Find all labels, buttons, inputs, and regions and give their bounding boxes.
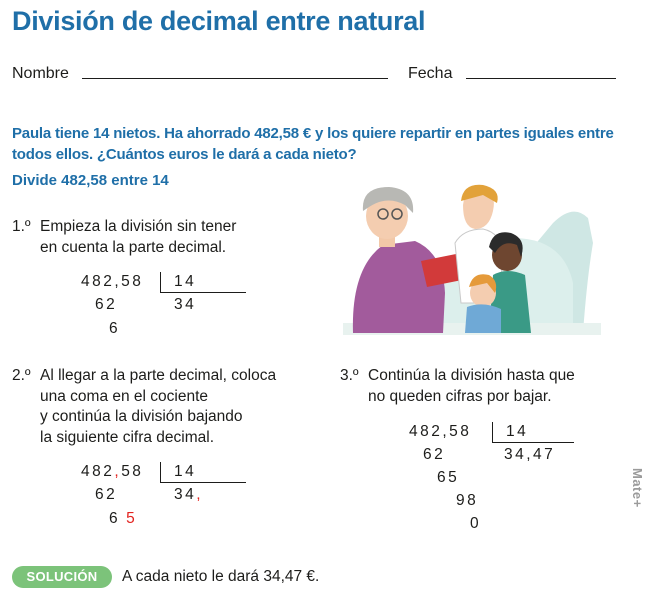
remainder-row: 62 [95, 486, 118, 503]
division-bracket-vertical [492, 422, 493, 442]
instruction: Divide 482,58 entre 14 [12, 172, 169, 189]
problem-statement: Paula tiene 14 nietos. Ha ahorrado 482,58 € y los quiere repartir en partes iguales entre todos ellos. ¿Cuántos euros le dará a cada nieto? [12, 125, 614, 163]
remainder-row: 62 [423, 446, 446, 463]
solution-text: A cada nieto le dará 34,47 €. [122, 568, 320, 585]
dividend: 482,58 [409, 423, 472, 440]
date-field[interactable] [466, 78, 616, 79]
quotient-comma: , [196, 486, 204, 503]
name-label: Nombre [12, 65, 69, 82]
division-bracket-horizontal [160, 482, 246, 483]
step-2 [12, 366, 322, 450]
division-bracket-horizontal [492, 442, 574, 443]
page-title: División de decimal entre natural [12, 6, 426, 36]
step-3-number: 3.º [340, 367, 359, 384]
step-2-line-3: y continúa la división bajando [40, 408, 243, 425]
divisor: 14 [174, 463, 197, 480]
step-2-line-4: la siguiente cifra decimal. [40, 428, 215, 446]
name-field[interactable] [82, 78, 388, 79]
remainder-row [109, 510, 137, 528]
grandmother-body [353, 241, 445, 333]
step-3-line-1: Continúa la división hasta que [368, 367, 575, 384]
step-3-line-2: no queden cifras por bajar. [368, 387, 552, 405]
date-label: Fecha [408, 65, 453, 82]
step-2-line-2: una coma en el cociente [40, 387, 209, 405]
grandmother-illustration [343, 183, 601, 335]
brought-down-digit: 5 [126, 510, 138, 527]
quotient [174, 486, 203, 504]
remainder-row: 6 [109, 320, 121, 337]
quotient: 34,47 [504, 446, 556, 463]
division-step-3 [403, 420, 593, 540]
step-2-line-1: Al llegar a la parte decimal, coloca [40, 367, 277, 384]
step-2-number: 2.º [12, 367, 31, 384]
solution-badge: SOLUCIÓN [12, 566, 112, 588]
remainder-row: 0 [470, 515, 482, 532]
remainder-row: 65 [437, 469, 460, 486]
dividend: 482,58 [81, 273, 144, 290]
dividend-integer-part: 482 [81, 463, 115, 480]
remainder-row: 98 [456, 492, 479, 509]
divisor: 14 [174, 273, 197, 290]
step-3 [340, 366, 620, 408]
step-1-line-2: en cuenta la parte decimal. [40, 238, 227, 256]
step-1-number: 1.º [12, 218, 31, 235]
division-bracket-horizontal [160, 292, 246, 293]
step-1-line-1: Empieza la división sin tener [40, 218, 237, 235]
step-1 [12, 217, 312, 259]
side-label: Mate+ [630, 468, 645, 508]
divisor: 14 [506, 423, 529, 440]
dividend [81, 463, 143, 481]
division-step-1 [75, 270, 255, 340]
division-bracket-vertical [160, 272, 161, 292]
small-boy-shirt [465, 304, 501, 333]
division-bracket-vertical [160, 462, 161, 482]
decimal-comma: , [114, 463, 122, 480]
remainder-row: 62 [95, 296, 118, 313]
remainder-digit: 6 [109, 510, 121, 527]
quotient-integer-part: 34 [174, 486, 197, 503]
division-step-2 [75, 460, 255, 530]
quotient: 34 [174, 296, 197, 313]
dividend-decimal-part: 58 [121, 463, 144, 480]
